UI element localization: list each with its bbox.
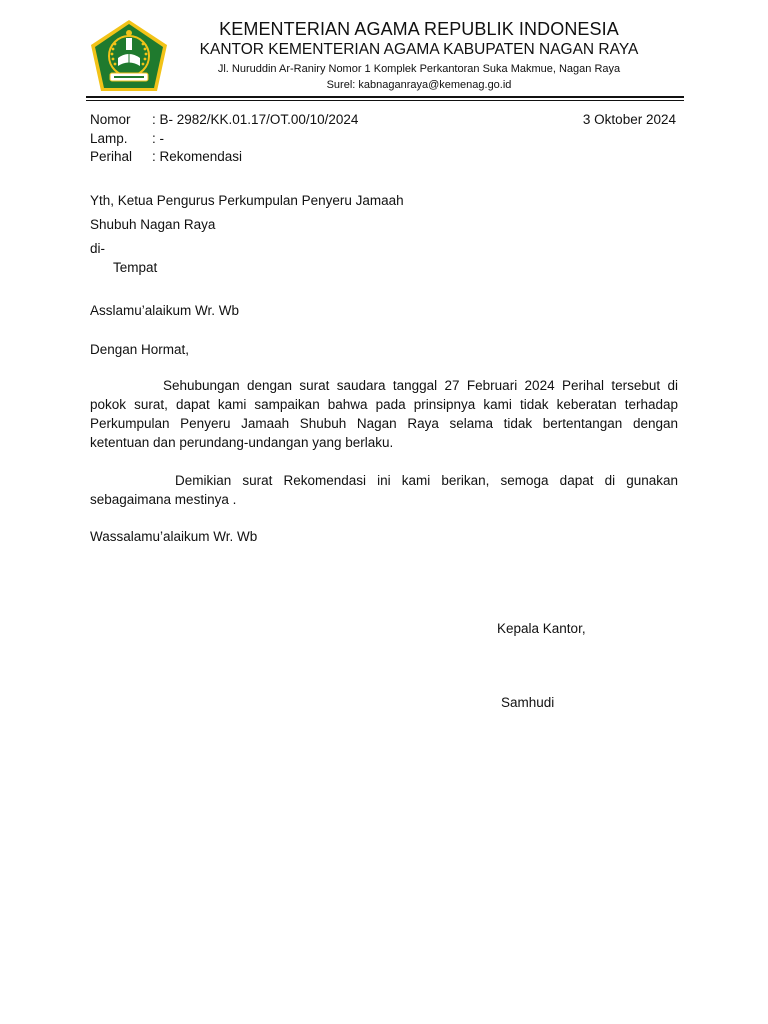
closing-salam: Wassalamu’alaikum Wr. Wb xyxy=(90,529,258,544)
perihal-label: Perihal xyxy=(90,149,133,164)
office-title: KANTOR KEMENTERIAN AGAMA KABUPATEN NAGAN RAYA xyxy=(199,41,639,58)
body-paragraph-2: Demikian surat Rekomendasi ini kami berikan, semoga dapat di gunakan sebagaimana mestinya . xyxy=(90,473,678,507)
recipient-line-4: Tempat xyxy=(113,260,158,275)
lamp-value: : - xyxy=(152,131,164,146)
office-address: Jl. Nuruddin Ar-Raniry Nomor 1 Komplek Perkantoran Suka Makmue, Nagan Raya xyxy=(217,63,621,75)
office-email: Surel: kabnaganraya@kemenag.go.id xyxy=(326,79,512,91)
nomor-value: : B- 2982/KK.01.17/OT.00/10/2024 xyxy=(152,112,359,127)
letterhead-divider-thin xyxy=(86,100,684,101)
recipient-line-2: Shubuh Nagan Raya xyxy=(90,217,216,232)
lamp-label: Lamp. xyxy=(90,131,128,146)
opening-salam: Asslamu’alaikum Wr. Wb xyxy=(90,303,240,318)
ministry-title: KEMENTERIAN AGAMA REPUBLIK INDONESIA xyxy=(219,19,619,39)
greeting: Dengan Hormat, xyxy=(90,342,190,357)
recipient-line-1: Yth, Ketua Pengurus Perkumpulan Penyeru Jamaah xyxy=(90,193,404,208)
perihal-value: : Rekomendasi xyxy=(152,149,243,164)
kemenag-emblem-icon xyxy=(88,18,170,94)
body-paragraph-1: Sehubungan dengan surat saudara tanggal 27 Februari 2024 Perihal tersebut di pokok surat, dapat kami sampaikan bahwa pada prinsipnya kami tidak keberatan terhadap Perkumpulan Penyeru Jamaah Shubuh Nagan Raya selama tidak bertentangan dengan ketentuan dan perundang-undangan yang berlaku. xyxy=(90,378,678,450)
letter-date: 3 Oktober 2024 xyxy=(582,112,676,127)
letterhead-divider-thick xyxy=(86,96,684,98)
nomor-label: Nomor xyxy=(90,112,131,127)
signatory-name: Samhudi xyxy=(501,695,555,710)
recipient-line-3: di- xyxy=(90,241,106,256)
signatory-position: Kepala Kantor, xyxy=(497,621,586,636)
